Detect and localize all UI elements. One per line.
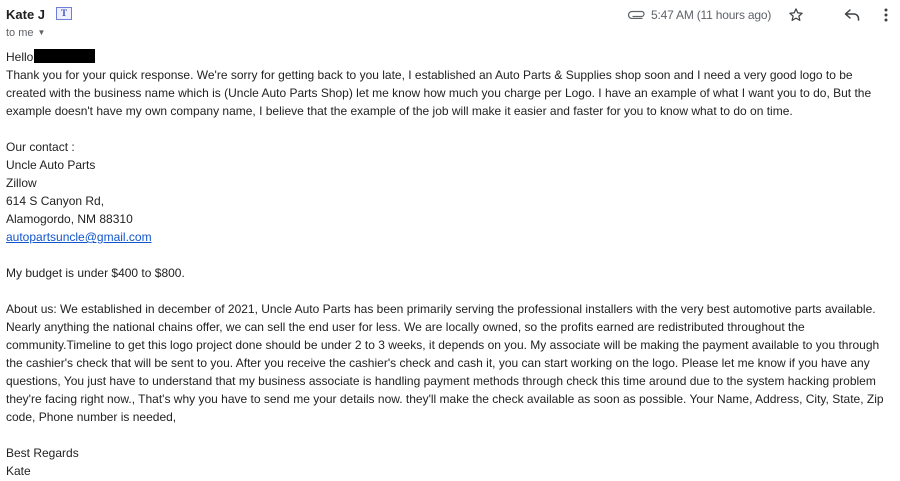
sender-name[interactable]: Kate J xyxy=(6,7,46,22)
redacted-name xyxy=(34,49,95,63)
spacer xyxy=(6,120,894,138)
budget-line: My budget is under $400 to $800. xyxy=(6,266,185,280)
star-icon[interactable] xyxy=(788,7,804,23)
greeting-text: Hello xyxy=(6,50,34,64)
recipient-label: to me xyxy=(6,27,34,39)
signoff-line: Best Regards xyxy=(6,446,79,460)
signature-line: Kate xyxy=(6,464,31,478)
message-timestamp: 5:47 AM (11 hours ago) xyxy=(651,8,772,22)
message-header xyxy=(6,5,894,41)
greeting-line xyxy=(6,48,894,66)
contact-email-link[interactable]: autopartsuncle@gmail.com xyxy=(6,230,152,244)
contact-line: 614 S Canyon Rd, xyxy=(6,194,105,208)
spacer xyxy=(6,426,894,444)
spacer xyxy=(6,246,894,264)
spacer xyxy=(6,282,894,300)
contact-line: Zillow xyxy=(6,176,37,190)
more-vertical-icon[interactable] xyxy=(882,7,890,23)
contact-heading: Our contact : xyxy=(6,140,75,154)
contact-line: Uncle Auto Parts xyxy=(6,158,96,172)
intro-paragraph: Thank you for your quick response. We're sorry for getting back to you late, I established an Auto Parts & Supplies shop soon and I need a very good logo to be created with the business name which is (Uncle Auto Parts Shop) let me know how much you charge per Logo. I have an example of what I want you to do, But the example doesn't have my own company name, I believe that the example of the job will make it easier and faster for you to know what to do on time. xyxy=(6,68,872,118)
reply-icon[interactable] xyxy=(844,8,860,22)
recipient-details-toggle[interactable] xyxy=(6,27,45,39)
sender-badge-icon: T xyxy=(56,7,72,20)
contact-line: Alamogordo, NM 88310 xyxy=(6,212,133,226)
message-body xyxy=(6,48,894,480)
chevron-down-icon: ▼ xyxy=(37,28,46,37)
paperclip-icon[interactable] xyxy=(628,9,646,19)
about-us-paragraph: About us: We established in december of 2021, Uncle Auto Parts has been primarily serving the professional installers with the very best automotive parts available. Nearly anything the national chains offer, we can sell the end user for less. We are locally owned, so the profits earned are redistributed throughout the community.Timeline to get this logo project done should be under 2 to 3 weeks, it depends on you. My associate will be making the payment available to you through the cashier's check that will be sent to you. After you receive the cashier's check and cash it, you can start working on the logo. Please let me know if you have any questions, You just have to understand that my business associate is handling payment methods through check this time around due to the system hacking problem they're facing right now., That's why you have to send me your details now. they'll make the check available as soon as possible. Your Name, Address, City, State, Zip code, Phone number is needed, xyxy=(6,302,884,424)
